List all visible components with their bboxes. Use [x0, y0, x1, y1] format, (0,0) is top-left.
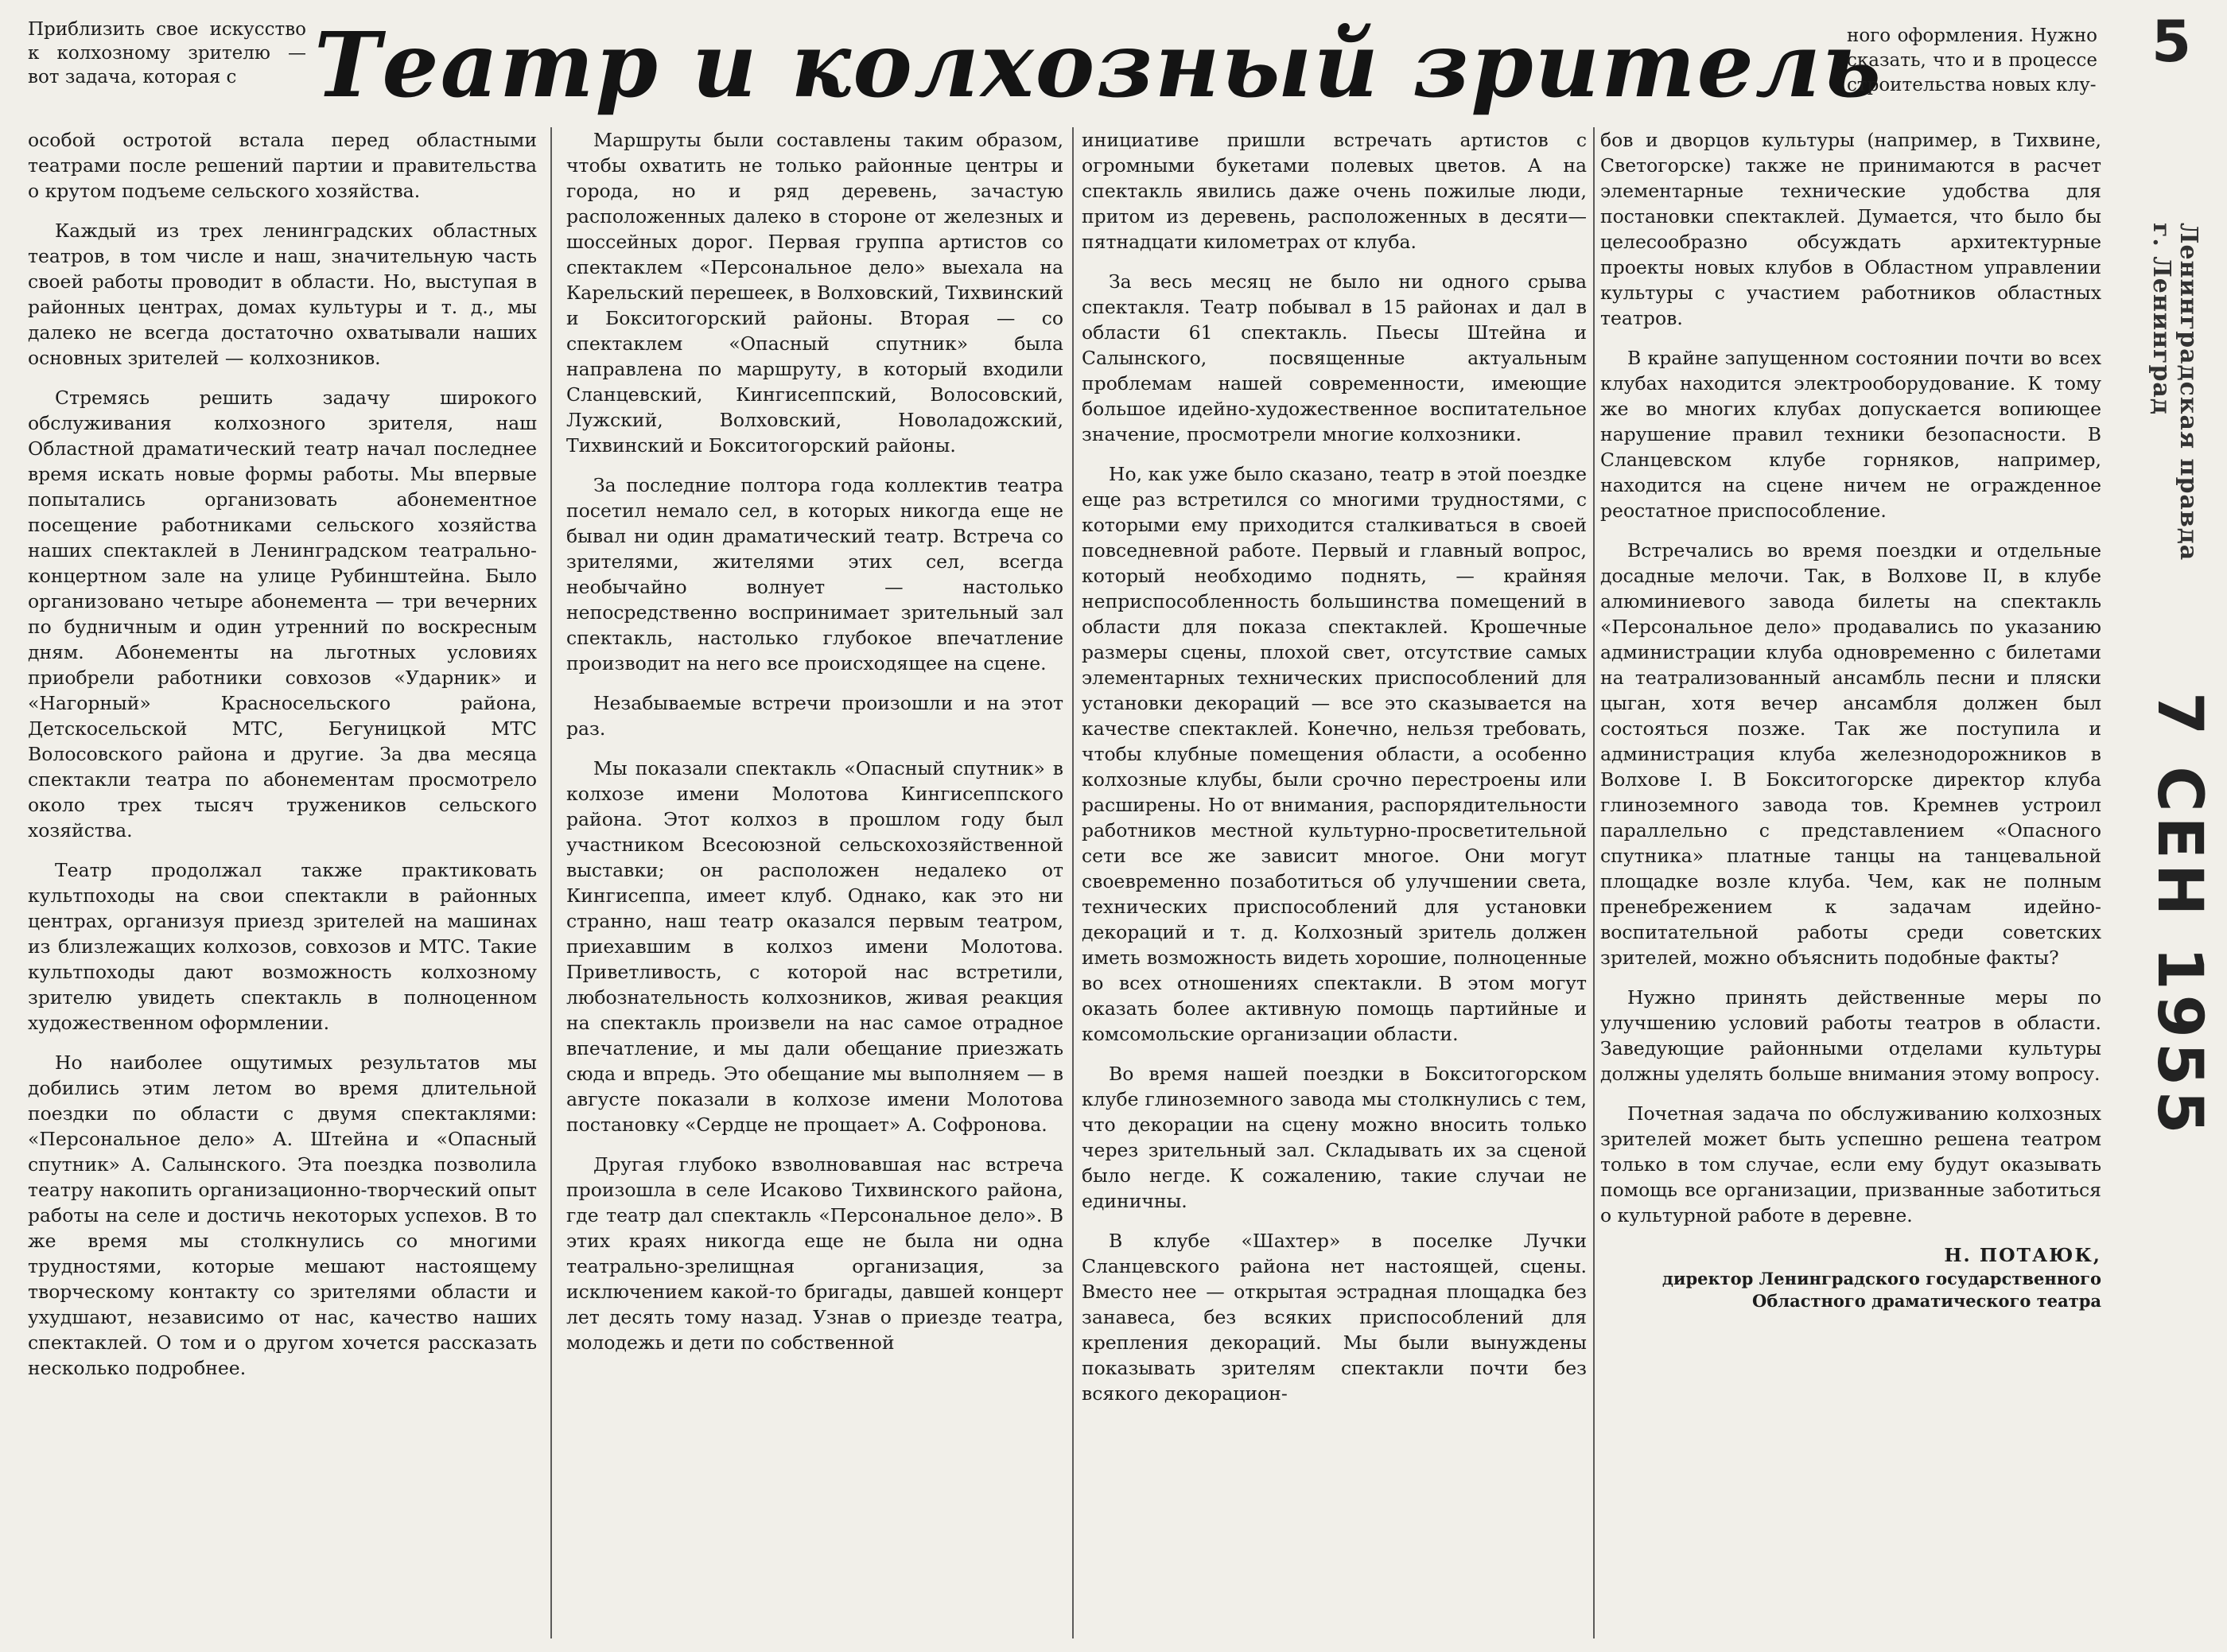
paragraph: Но наиболее ощутимых результатов мы добились этим летом во время длительной поездки по области с двумя спектаклями: «Персональное дело» А. Штейна и «Опасный спутник» А. Салынского. Эта поездка позволила театру накопить организационно-творческий опыт работы на селе и достичь некоторых успехов. В то же время мы столкнулись со многими трудностями, которые мешают настоящему творческому контакту со зрителями области и ухудшают, независимо от нас, качество наших спектаклей. О том и о другом хочется рассказать несколько подробнее.: [28, 1051, 537, 1379]
paragraph: Во время нашей поездки в Бокситогорском клубе глиноземного завода мы столкнулись с тем, что декорации на сцену можно вносить только через зрительный зал. Складывать их за сценой было негде. К сожалению, такие случаи не единичны.: [1082, 1063, 1587, 1212]
paragraph: Встречались во время поездки и отдельные досадные мелочи. Так, в Волхове II, в клубе алюминиевого завода билеты на спектакль «Персональное дело» продавались по указанию администрации клуба одновременно с билетами на театрализованный ансамбль песни и пляски цыган, хотя вечер ансамбля должен был состояться позже. Так же поступила и администрация клуба железнодорожников в Волхове I. В Бокситогорске директор клуба глиноземного завода тов. Кремнев устроил параллельно с представлением «Опасного спутника» платные танцы на танцевальной площадке возле клуба. Чем, как не полным пренебрежением к задачам идейно-воспитательной работы среди советских зрителей, можно объяснить подобные факты?: [1600, 539, 2101, 969]
source-newspaper: Ленинградская правда: [2175, 223, 2202, 562]
paragraph: Каждый из трех ленинградских областных театров, в том числе и наш, значительную часть своей работы проводит в области. Но, выступая в районных центрах, домах культуры и т. д., мы далеко не всегда достаточно охватывали наших основных зрителей — колхозников.: [28, 220, 537, 369]
paragraph: Но, как уже было сказано, театр в этой поездке еще раз встретился со многими трудностями, с которыми ему приходится сталкиваться в своей повседневной работе. Первый и главный вопрос, который необходимо поднять, — крайняя неприспособленность большинства помещений в области для показа спектаклей. Крошечные размеры сцены, плохой свет, отсутствие самых элементарных технических приспособлений для установки декораций — все это сказывается на качестве спектаклей. Конечно, нельзя требовать, чтобы клубные помещения области, а особенно колхозные клубы, были срочно перестроены или расширены. Но от внимания, распорядительности работников местной культурно-просветительной сети все же зависит многое. Они могут своевременно позаботиться об улучшении света, технических приспособлений для установки декораций и т. д. Колхозный зритель должен иметь возможность видеть хорошие, полноценные во всех отношениях спектакли. В этом могут оказать более активную помощь партийные и комсомольские организации области.: [1082, 463, 1587, 1045]
article-intro: [28, 17, 306, 103]
paragraph: Театр продолжал также практиковать культпоходы на свои спектакли в районных центрах, организуя приезд зрителей на машинах из близлежащих колхозов, совхозов и МТС. Такие культпоходы дают возможность колхозному зрителю увидеть спектакль в полноценном художественном оформлении.: [28, 859, 537, 1034]
column-3: [1082, 127, 1587, 1642]
author-title: директор Ленинградского государственного Областного драматического театра: [1662, 1269, 2101, 1311]
paragraph: Маршруты были составлены таким образом, чтобы охватить не только районные центры и города, но и ряд деревень, зачастую расположенных далеко в стороне от железных и шоссейных дорог. Первая группа артистов со спектаклем «Персональное дело» выехала на Карельский перешеек, в Волховский, Тихвинский и Бокситогорский районы. Вторая — со спектаклем «Опасный спутник» была направлена по маршруту, в который входили Сланцевский, Кингисеппский, Волосовский, Лужский, Волховский, Новоладожский, Тихвинский и Бокситогорский районы.: [566, 129, 1063, 457]
date-stamp: 7 СЕН 1955: [2143, 692, 2215, 1139]
paragraph: В клубе «Шахтер» в поселке Лучки Сланцевского района нет настоящей, сцены. Вместо нее — открытая эстрадная площадка без занавеса, без всяких приспособлений для крепления декораций. Мы были вынуждены показывать зрителям спектакли почти без всякого декорацион-: [1082, 1230, 1587, 1405]
column-2: [566, 127, 1063, 1642]
paragraph: Почетная задача по обслуживанию колхозных зрителей может быть успешно решена театром только в том случае, если ему будут оказывать помощь все организации, призванные заботиться о культурной работе в деревне.: [1600, 1102, 2101, 1226]
intro-paragraph: Приблизить свое искусство к колхозному зрителю — вот задача, которая с: [28, 19, 306, 87]
column-divider: [1593, 127, 1595, 1638]
paragraph: Другая глубоко взволновавшая нас встреча произошла в селе Исаково Тихвинского района, где театр дал спектакль «Персональное дело». В этих краях никогда еще не была ни одна театрально-зрелищная организация, за исключением какой-то бригады, давшей концерт лет десять тому назад. Узнав о приезде театра, молодежь и дети по собственной: [566, 1153, 1063, 1354]
paragraph: Мы показали спектакль «Опасный спутник» в колхозе имени Молотова Кингисеппского района. Этот колхоз в прошлом году был участником Всесоюзной сельскохозяйственной выставки; он расположен недалеко от Кингисеппа, имеет клуб. Однако, как это ни странно, наш театр оказался первым театром, приехавшим в колхоз имени Молотова. Приветливость, с которой нас встретили, любознательность колхозников, живая реакция на спектакль произвели на нас самое отрадное впечатление, и мы дали обещание приезжать сюда и впредь. Это обещание мы выполняем — в августе показали в колхозе имени Молотова постановку «Сердце не прощает» А. Софронова.: [566, 757, 1063, 1136]
paragraph: Нужно принять действенные меры по улучшению условий работы театров в области. Заведующие районными отделами культуры должны уделять больше внимания этому вопросу.: [1600, 986, 2101, 1085]
page-mark: 5: [2151, 8, 2192, 75]
source-label: [2147, 223, 2202, 561]
paragraph: В крайне запущенном состоянии почти во всех клубах находится электрооборудование. К тому же во многих клубах допускается вопиющее нарушение правил техники безопасности. В Сланцевском клубе горняков, например, находится на сцене ничем не огражденное реостатное приспособление.: [1600, 347, 2101, 522]
author-name: Н. ПОТАЮК,: [1944, 1244, 2101, 1266]
column-4-top: [1847, 24, 2097, 112]
paragraph: бов и дворцов культуры (например, в Тихвине, Светогорске) также не принимаются в расчет элементарные технические удобства для постановки спектаклей. Думается, что было бы целесообразно обсуждать архитектурные проекты новых клубов в Областном управлении культуры с участием работников областных театров.: [1600, 129, 2101, 329]
paragraph: особой остротой встала перед областными театрами после решений партии и правительства о крутом подъеме сельского хозяйства.: [28, 129, 537, 202]
article-title: Театр и колхозный зритель: [314, 14, 1883, 118]
column-divider: [1072, 127, 1074, 1638]
paragraph: За последние полтора года коллектив театра посетил немало сел, в которых никогда еще не бывал ни один драматический театр. Встреча со зрителями, жителями этих сел, всегда необычайно волнует — настолько непосредственно воспринимает зрительный зал спектакль, настолько глубокое впечатление производит на него все происходящее на сцене.: [566, 474, 1063, 674]
column-1: [28, 127, 537, 1642]
column-divider: [550, 127, 552, 1638]
source-city: г. Ленинград: [2147, 223, 2175, 415]
paragraph: инициативе пришли встречать артистов с огромными букетами полевых цветов. А на спектакль явились даже очень пожилые люди, притом из деревень, расположенных в десяти—пятнадцати километрах от клуба.: [1082, 129, 1587, 253]
paragraph: Стремясь решить задачу широкого обслуживания колхозного зрителя, наш Областной драматический театр начал последнее время искать новые формы работы. Мы впервые попытались организовать абонементное посещение работниками сельского хозяйства наших спектаклей в Ленинградском театрально-концертном зале на улице Рубинштейна. Было организовано четыре абонемента — три вечерних по будничным и один утренний по воскресным дням. Абонементы на льготных условиях приобрели работники совхозов «Ударник» и «Нагорный» Красносельского района, Детскосельской МТС, Бегуницкой МТС Волосовского района и другие. За два месяца спектакли театра по абонементам просмотрело около трех тысяч тружеников сельского хозяйства.: [28, 387, 537, 842]
column-4: [1600, 127, 2101, 1642]
paragraph: Незабываемые встречи произошли и на этот раз.: [566, 692, 1063, 740]
paragraph: За весь месяц не было ни одного срыва спектакля. Театр побывал в 15 районах и дал в области 61 спектакль. Пьесы Штейна и Салынского, посвященные актуальным проблемам нашей современности, имеющие большое идейно-художественное воспитательное значение, просмотрели многие колхозники.: [1082, 270, 1587, 445]
col4-top-paragraph: ного оформления. Нужно сказать, что и в процессе строительства новых клу-: [1847, 25, 2097, 95]
